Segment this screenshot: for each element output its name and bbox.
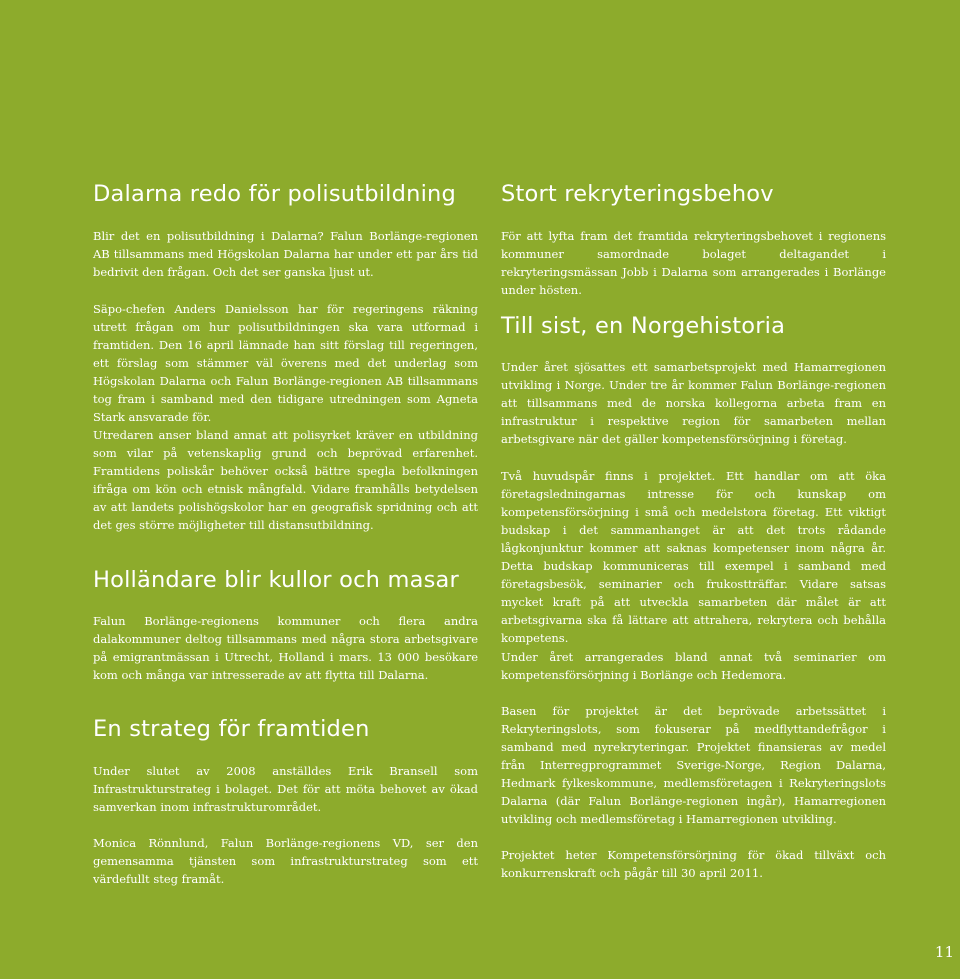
paragraph-monica-ronnlund: Monica Rönnlund, Falun Borlänge-regionens VD, ser den gemensamma tjänsten som infrastrukturstrateg som ett värdefullt steg framåt. [93, 836, 478, 886]
heading-hollandare: Holländare blir kullor och masar [93, 567, 459, 593]
paragraph-polisutbildning-intro: Blir det en polisutbildning i Dalarna? Falun Borlänge-regionen AB tillsammans med Högskolan Dalarna har under ett par års tid bedrivit den frågan. Och det ser ganska ljust ut. [93, 229, 478, 279]
paragraph-samarbetsprojekt: Under året sjösattes ett samarbetsprojekt med Hamarregionen utvikling i Norge. Under tre år kommer Falun Borlänge-regionen att tillsammans med de norska kollegorna arbeta fram en infrastruktur i respektive region för samarbeten mellan arbetsgivare när det gäller kompetensförsörjning i företag. [501, 360, 886, 446]
paragraph-rekryteringslots: Basen för projektet är det beprövade arbetssättet i Rekryteringslots, som fokuserar på medflyttandefrågor i samband med nyrekryteringar. Projektet finansieras av medel från Interregprogrammet Sverige-Norge, Region Dalarna, Hedmark fylkeskommune, medlemsföretagen i Rekryteringslots Dalarna (där Falun Borlänge-regionen ingår), Hamarregionen utvikling och medlemsföretag i Hamarregionen utvikling. [501, 704, 886, 826]
paragraph-utredaren: Utredaren anser bland annat att polisyrket kräver en utbildning som vilar på vetenskaplig grund och beprövad erfarenhet. Framtidens poliskår behöver också bättre spegla befolkningen ifråga om kön och etnisk mångfald. Vidare framhålls betydelsen av att landets polishögskolor har en geografisk spridning och att det ges större möjligheter till distansutbildning. [93, 428, 478, 532]
paragraph-huvudspar: Två huvudspår finns i projektet. Ett handlar om att öka företagsledningarnas intresse för och kunskap om kompetensförsörjning i små och medelstora företag. Ett viktigt budskap i det sammanhanget är att det trots rådande lågkonjunktur kommer att saknas kompetenser inom några år. Detta budskap kommuniceras till exempel i samband med företagsbesök, seminarier och frukostträffar. Vidare satsas mycket kraft på att utveckla samarbeten där målet är att arbetsgivarna ska få lättare att attrahera, rekrytera och behålla kompetens. [501, 469, 886, 645]
heading-norgehistoria: Till sist, en Norgehistoria [501, 313, 786, 339]
paragraph-infrastrukturstrateg: Under slutet av 2008 anställdes Erik Bransell som Infrastrukturstrateg i bolaget. Det för att möta behovet av ökad samverkan inom infrastrukturområdet. [93, 764, 478, 814]
page-number: 11 [934, 943, 954, 961]
paragraph-kompetensforsorjning: Projektet heter Kompetensförsörjning för ökad tillväxt och konkurrenskraft och pågår till 30 april 2011. [501, 848, 886, 880]
heading-strateg: En strateg för framtiden [93, 716, 370, 742]
heading-rekryteringsbehov: Stort rekryteringsbehov [501, 181, 774, 207]
heading-polisutbildning: Dalarna redo för polisutbildning [93, 181, 456, 207]
paragraph-rekryteringsmassan: För att lyfta fram det framtida rekryteringsbehovet i regionens kommuner samordnade bolaget deltagandet i rekryteringsmässan Jobb i Dalarna som arrangerades i Borlänge under hösten. [501, 229, 886, 297]
paragraph-sapo-chefen: Säpo-chefen Anders Danielsson har för regeringens räkning utrett frågan om hur polisutbildningen ska vara utformad i framtiden. Den 16 april lämnade han sitt förslag till regeringen, ett förslag som stämmer väl överens med det underlag som Högskolan Dalarna och Falun Borlänge-regionen AB tillsammans tog fram i samband med den tidigare utredningen som Agneta Stark ansvarade för. [93, 302, 478, 424]
paragraph-seminarier: Under året arrangerades bland annat två seminarier om kompetensförsörjning i Borlänge och Hedemora. [501, 650, 886, 682]
paragraph-emigrantmassan: Falun Borlänge-regionens kommuner och flera andra dalakommuner deltog tillsammans med några stora arbetsgivare på emigrantmässan i Utrecht, Holland i mars. 13 000 besökare kom och många var intresserade av att flytta till Dalarna. [93, 614, 478, 682]
